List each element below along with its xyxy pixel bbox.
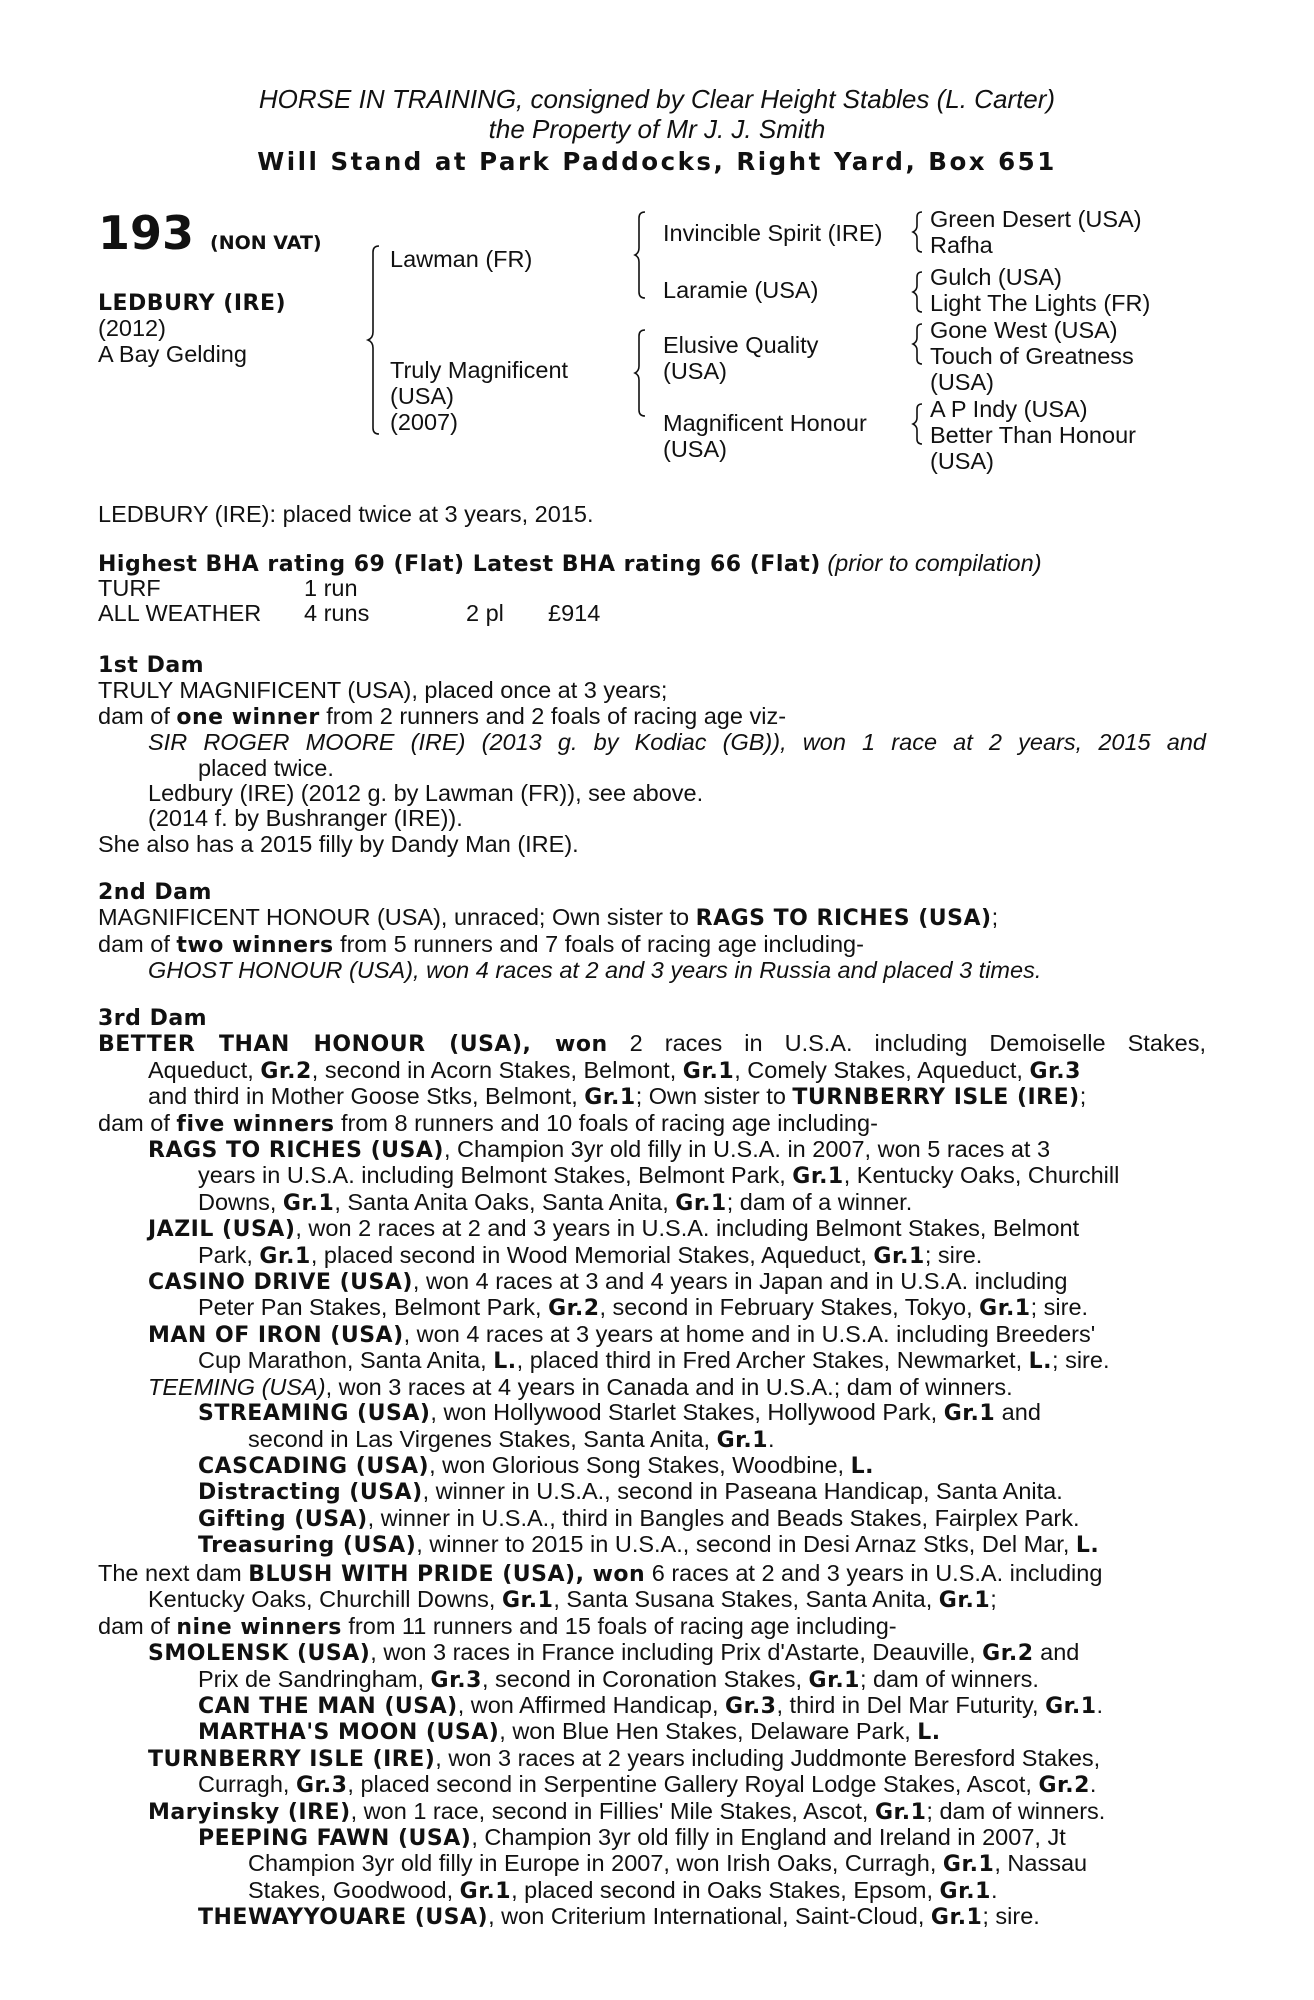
- dsd-line2: (USA): [930, 369, 994, 395]
- dam-sire-line2: (USA): [663, 358, 727, 384]
- first-dam-heading: 1st Dam: [98, 653, 205, 678]
- second-dam-line1: MAGNIFICENT HONOUR (USA), unraced; Own sister to RAGS TO RICHES (USA);: [98, 904, 999, 932]
- peeping-fawn-line3: Stakes, Goodwood, Gr.1, placed second in Oaks Stakes, Epsom, Gr.1.: [248, 1876, 998, 1904]
- thewayyouare-line: THEWAYYOUARE (USA), won Criterium International, Saint-Cloud, Gr.1; sire.: [198, 1903, 1040, 1931]
- smolensk-line1: SMOLENSK (USA), won 3 races in France including Prix d'Astarte, Deauville, Gr.2 and: [148, 1639, 1080, 1667]
- third-dam-heading: 3rd Dam: [98, 1006, 208, 1031]
- bha-rating-line: [98, 551, 1042, 578]
- marthas-moon-line: MARTHA'S MOON (USA), won Blue Hen Stakes, Delaware Park, L.: [198, 1718, 941, 1746]
- rtr-line1: RAGS TO RICHES (USA), Champion 3yr old filly in U.S.A. in 2007, won 5 races at 3: [148, 1136, 1051, 1164]
- aw-label: ALL WEATHER: [98, 600, 262, 626]
- dsd-line1: Touch of Greatness: [930, 343, 1134, 369]
- dam-dam-line1: Magnificent Honour: [663, 410, 867, 436]
- first-dam-section: [98, 653, 1206, 857]
- jazil-line2: Park, Gr.1, placed second in Wood Memorial Stakes, Aqueduct, Gr.1; sire.: [198, 1241, 983, 1269]
- sdd: Light The Lights (FR): [930, 290, 1151, 316]
- bth-line1: BETTER THAN HONOUR (USA), won 2 races in U.S.A. including Demoiselle Stakes,: [98, 1030, 1206, 1058]
- rating-note: (prior to compilation): [827, 550, 1042, 576]
- aw-prize: £914: [548, 600, 601, 626]
- aw-runs: 4 runs: [304, 600, 370, 626]
- third-dam-section: [98, 1006, 1206, 1559]
- next-dam-line2: Kentucky Oaks, Churchill Downs, Gr.1, Santa Susana Stakes, Santa Anita, Gr.1;: [148, 1586, 997, 1614]
- peeping-fawn-line2: Champion 3yr old filly in Europe in 2007, won Irish Oaks, Curragh, Gr.1, Nassau: [248, 1850, 1088, 1878]
- bth-line2: Aqueduct, Gr.2, second in Acorn Stakes, Belmont, Gr.1, Comely Stakes, Aqueduct, Gr.3: [148, 1056, 1081, 1084]
- ddd-line1: Better Than Honour: [930, 422, 1136, 448]
- cascading-line: CASCADING (USA), won Glorious Song Stakes, Woodbine, L.: [198, 1451, 874, 1479]
- produce-ledbury: Ledbury (IRE) (2012 g. by Lawman (FR)), see above.: [148, 780, 704, 807]
- casino-line2: Peter Pan Stakes, Belmont Park, Gr.2, second in February Stakes, Tokyo, Gr.1; sire.: [198, 1294, 1089, 1322]
- dam-line1: Truly Magnificent: [390, 357, 569, 383]
- can-the-man-line: CAN THE MAN (USA), won Affirmed Handicap, Gr.3, third in Del Mar Futurity, Gr.1.: [198, 1692, 1104, 1720]
- next-dam-line3: dam of nine winners from 11 runners and 15 foals of racing age including-: [98, 1612, 897, 1640]
- vat-status: (NON VAT): [210, 232, 322, 254]
- dam-dam-line2: (USA): [663, 436, 727, 462]
- next-dam-section: [98, 1561, 1206, 1931]
- smolensk-line2: Prix de Sandringham, Gr.3, second in Coronation Stakes, Gr.1; dam of winners.: [198, 1665, 1039, 1693]
- treasuring-line: Treasuring (USA), winner to 2015 in U.S.A., second in Desi Arnaz Stks, Del Mar, L.: [198, 1531, 1100, 1559]
- streaming-line1: STREAMING (USA), won Hollywood Starlet Stakes, Hollywood Park, Gr.1 and: [198, 1399, 1041, 1427]
- ddd-line2: (USA): [930, 448, 994, 474]
- turf-runs: 1 run: [304, 575, 358, 601]
- peeping-fawn-line1: PEEPING FAWN (USA), Champion 3yr old filly in England and Ireland in 2007, Jt: [198, 1824, 1066, 1852]
- stable-line: Will Stand at Park Paddocks, Right Yard, Box 651: [257, 147, 1057, 176]
- turf-label: TURF: [98, 575, 161, 601]
- second-dam-heading: 2nd Dam: [98, 880, 212, 905]
- produce-sir-roger-moore: SIR ROGER MOORE (IRE) (2013 g. by Kodiac (GB)), won 1 race at 2 years, 2015 and: [148, 729, 1206, 756]
- second-dam-section: [98, 880, 1206, 984]
- sss: Green Desert (USA): [930, 206, 1142, 232]
- moi-line2: Cup Marathon, Santa Anita, L., placed third in Fred Archer Stakes, Newmarket, L.; sire.: [198, 1347, 1110, 1375]
- first-dam-produce: dam of one winner from 2 runners and 2 foals of racing age viz-: [98, 702, 787, 730]
- sire: Lawman (FR): [390, 246, 533, 272]
- sire-dam: Laramie (USA): [663, 277, 819, 303]
- maryinsky-line: Maryinsky (IRE), won 1 race, second in Fillies' Mile Stakes, Ascot, Gr.1; dam of winners.: [148, 1797, 1106, 1825]
- consignor-line: HORSE IN TRAINING, consigned by Clear Height Stables (L. Carter): [258, 84, 1056, 114]
- casino-line1: CASINO DRIVE (USA), won 4 races at 3 and 4 years in Japan and in U.S.A. including: [148, 1268, 1068, 1296]
- bth-line4: dam of five winners from 8 runners and 10 foals of racing age including-: [98, 1109, 878, 1137]
- streaming-line2: second in Las Virgenes Stakes, Santa Anita, Gr.1.: [248, 1425, 775, 1453]
- dam-line3: (2007): [390, 409, 458, 435]
- moi-line1: MAN OF IRON (USA), won 4 races at 3 years at home and in U.S.A. including Breeders': [148, 1320, 1096, 1348]
- foaling-year: (2012): [98, 315, 166, 341]
- produce-sir-roger-moore-cont: placed twice.: [198, 754, 334, 781]
- produce-2014-filly: (2014 f. by Bushranger (IRE)).: [148, 805, 463, 832]
- pedigree-braces: [0, 0, 1314, 480]
- horse-name: LEDBURY (IRE): [98, 291, 287, 316]
- second-dam-line2: dam of two winners from 5 runners and 7 foals of racing age including-: [98, 930, 864, 958]
- dds: A P Indy (USA): [930, 396, 1088, 422]
- turnberry-line2: Curragh, Gr.3, placed second in Serpentine Gallery Royal Lodge Stakes, Ascot, Gr.2.: [198, 1771, 1097, 1799]
- aw-placed: 2 pl: [466, 600, 504, 626]
- lot-number-value: 193: [98, 206, 195, 260]
- dss: Gone West (USA): [930, 317, 1118, 343]
- next-dam-line1: The next dam BLUSH WITH PRIDE (USA), won 6 races at 2 and 3 years in U.S.A. including: [98, 1560, 1103, 1587]
- distracting-line: Distracting (USA), winner in U.S.A., second in Paseana Handicap, Santa Anita.: [198, 1478, 1063, 1506]
- teeming-line: TEEMING (USA), won 3 races at 4 years in Canada and in U.S.A.; dam of winners.: [148, 1373, 1013, 1400]
- sire-sire: Invincible Spirit (IRE): [663, 220, 883, 246]
- gifting-line: Gifting (USA), winner in U.S.A., third in Bangles and Beads Stakes, Fairplex Park.: [198, 1504, 1080, 1532]
- jazil-line1: JAZIL (USA), won 2 races at 2 and 3 years in U.S.A. including Belmont Stakes, Belmont: [148, 1215, 1080, 1243]
- race-summary: LEDBURY (IRE): placed twice at 3 years, 2015.: [98, 501, 594, 527]
- rtr-line2: years in U.S.A. including Belmont Stakes, Belmont Park, Gr.1, Kentucky Oaks, Churchill: [198, 1162, 1120, 1190]
- rtr-line3: Downs, Gr.1, Santa Anita Oaks, Santa Anita, Gr.1; dam of a winner.: [198, 1188, 913, 1216]
- turnberry-line1: TURNBERRY ISLE (IRE), won 3 races at 2 years including Juddmonte Beresford Stakes,: [148, 1744, 1101, 1772]
- produce-ghost-honour: GHOST HONOUR (USA), won 4 races at 2 and 3 years in Russia and placed 3 times.: [148, 957, 1042, 984]
- ssd: Rafha: [930, 232, 993, 258]
- dam-line2: (USA): [390, 383, 454, 409]
- dam-sire-line1: Elusive Quality: [663, 332, 819, 358]
- sds: Gulch (USA): [930, 264, 1062, 290]
- bha-rating: Highest BHA rating 69 (Flat) Latest BHA rating 66 (Flat): [98, 552, 821, 577]
- owner-line: the Property of Mr J. J. Smith: [488, 114, 826, 144]
- bth-line3: and third in Mother Goose Stks, Belmont, Gr.1; Own sister to TURNBERRY ISLE (IRE);: [148, 1083, 1087, 1111]
- horse-description: A Bay Gelding: [98, 341, 247, 367]
- first-dam-also: She also has a 2015 filly by Dandy Man (IRE).: [98, 830, 579, 857]
- first-dam-line: TRULY MAGNIFICENT (USA), placed once at 3 years;: [98, 677, 668, 704]
